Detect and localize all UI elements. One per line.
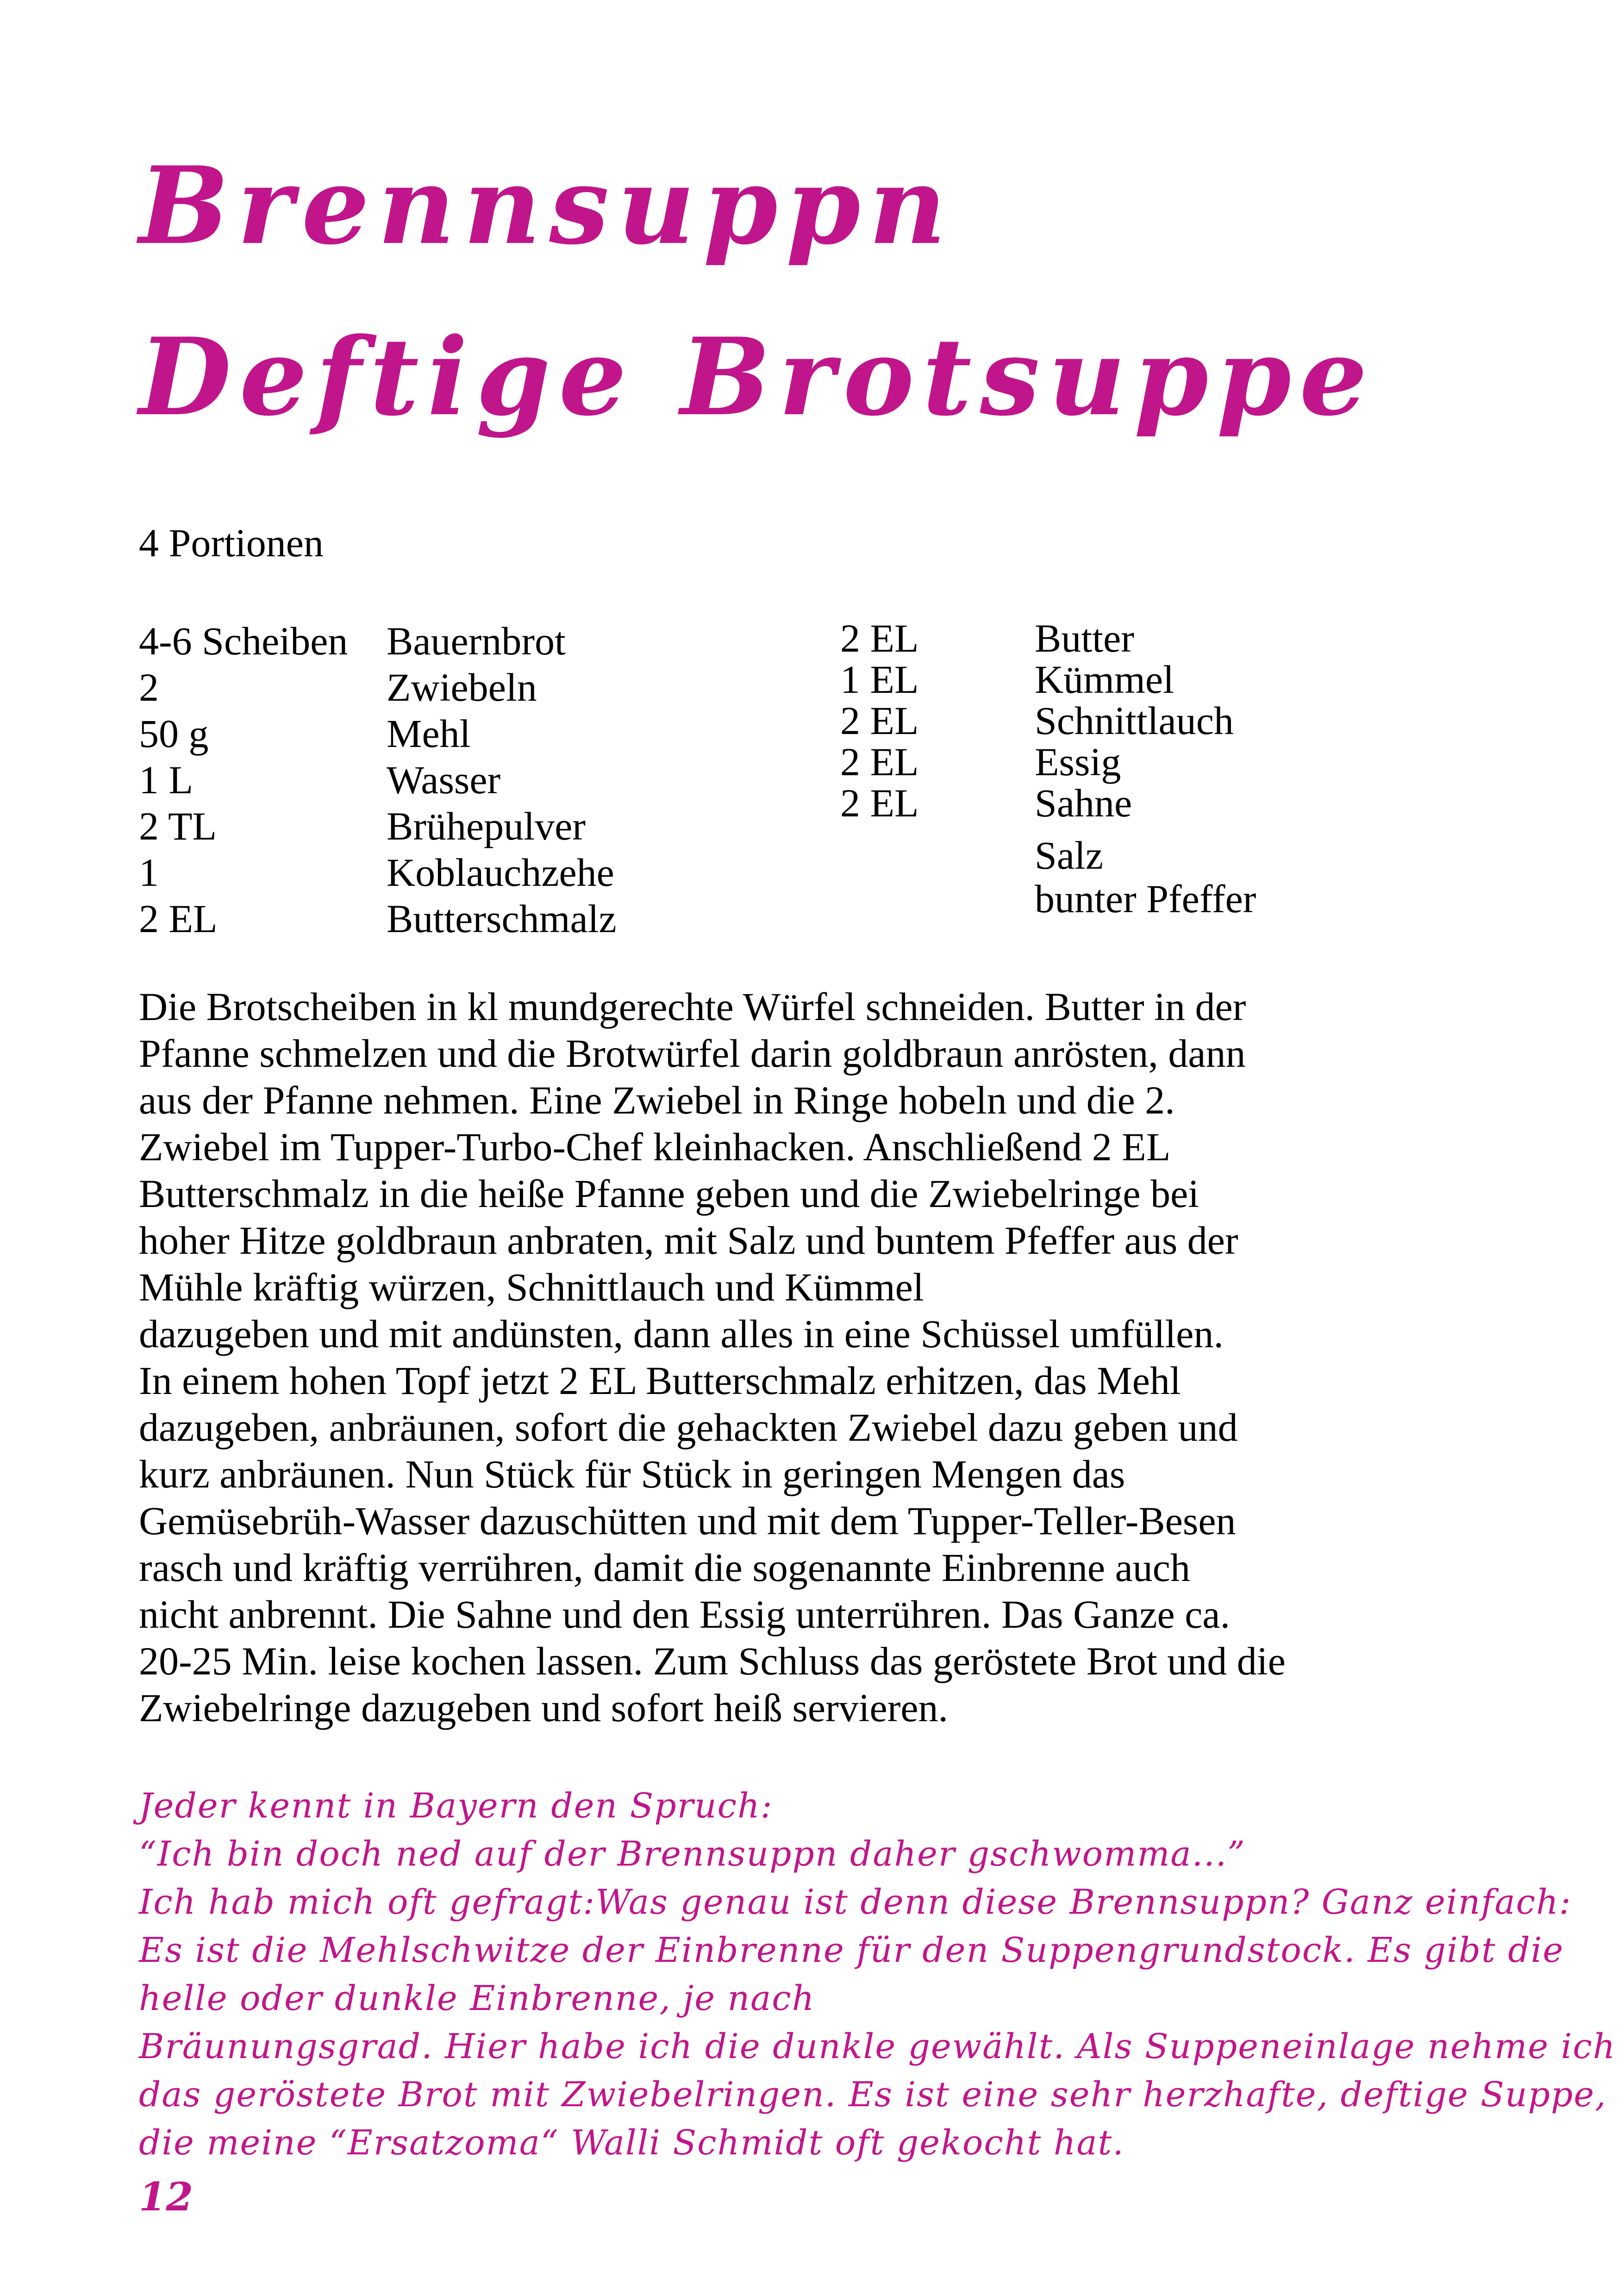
- ingredient-name: Zwiebeln: [387, 665, 537, 709]
- note-line: helle oder dunkle Einbrenne, je nach: [139, 1979, 815, 2018]
- text-line: dazugeben, anbräunen, sofort die gehackten Zwiebel dazu geben und: [139, 1405, 1238, 1450]
- text-line: Die Brotscheiben in kl mundgerechte Würfel schneiden. Butter in der: [139, 984, 1246, 1029]
- text-line: Mühle kräftig würzen, Schnittlauch und Kümmel: [139, 1265, 924, 1309]
- ingredient-name: Essig: [1035, 740, 1121, 784]
- ingredient-name: Koblauchzehe: [387, 850, 614, 895]
- servings: 4 Portionen: [139, 521, 324, 565]
- note-line: die meine “Ersatzoma“ Walli Schmidt oft gekocht hat.: [139, 2123, 1124, 2163]
- page-number: 12: [139, 2174, 193, 2220]
- text-line: hoher Hitze goldbraun anbraten, mit Salz und buntem Pfeffer aus der: [139, 1218, 1238, 1263]
- ingredient-quantity: 2 EL: [840, 781, 919, 825]
- text-line: In einem hohen Topf jetzt 2 EL Butterschmalz erhitzen, das Mehl: [139, 1358, 1181, 1403]
- text-line: Zwiebel im Tupper-Turbo-Chef kleinhacken. Anschließend 2 EL: [139, 1125, 1171, 1169]
- ingredient-quantity: 2: [139, 665, 159, 709]
- ingredient-name: Mehl: [387, 711, 471, 756]
- text-line: Pfanne schmelzen und die Brotwürfel darin goldbraun anrösten, dann: [139, 1031, 1246, 1076]
- note-line: Ich hab mich oft gefragt:Was genau ist denn diese Brennsuppn? Ganz einfach:: [139, 1882, 1572, 1922]
- text-line: Zwiebelringe dazugeben und sofort heiß servieren.: [139, 1686, 949, 1730]
- ingredient-quantity: 2 EL: [840, 698, 919, 743]
- note-line: Jeder kennt in Bayern den Spruch:: [139, 1786, 773, 1826]
- ingredient-quantity: 2 TL: [139, 804, 217, 848]
- note-line: Bräunungsgrad. Hier habe ich die dunkle gewählt. Als Suppeneinlage nehme ich: [139, 2027, 1616, 2066]
- ingredient-name: Sahne: [1035, 781, 1132, 825]
- text-line: Gemüsebrüh-Wasser dazuschütten und mit dem Tupper-Teller-Besen: [139, 1499, 1236, 1543]
- ingredient-quantity: 4-6 Scheiben: [139, 619, 348, 663]
- text-line: rasch und kräftig verrühren, damit die sogenannte Einbrenne auch: [139, 1545, 1190, 1590]
- ingredient-name: Wasser: [387, 758, 501, 802]
- ingredient-name: Kümmel: [1035, 657, 1174, 702]
- text-line: nicht anbrennt. Die Sahne und den Essig unterrühren. Das Ganze ca.: [139, 1592, 1230, 1636]
- text-line: kurz anbräunen. Nun Stück für Stück in geringen Mengen das: [139, 1452, 1125, 1496]
- ingredient-quantity: 1 EL: [840, 657, 919, 702]
- preparation-text: [139, 983, 1491, 1731]
- ingredient-quantity: 50 g: [139, 711, 209, 756]
- note-line: Es ist die Mehlschwitze der Einbrenne für den Suppengrundstock. Es gibt die: [139, 1930, 1564, 1970]
- ingredient-name: Bauernbrot: [387, 619, 566, 663]
- note-line: das geröstete Brot mit Zwiebelringen. Es ist eine sehr herzhafte, deftige Suppe,: [139, 2075, 1607, 2115]
- ingredient-quantity: 2 EL: [840, 740, 919, 784]
- ingredient-name: Brühepulver: [387, 804, 586, 848]
- ingredient-name: Schnittlauch: [1035, 698, 1234, 743]
- anecdote-note: [139, 1782, 1616, 2167]
- note-line: “Ich bin doch ned auf der Brennsuppn daher gschwomma...”: [139, 1834, 1246, 1874]
- ingredient-quantity: 1 L: [139, 758, 194, 802]
- text-line: aus der Pfanne nehmen. Eine Zwiebel in Ringe hobeln und die 2.: [139, 1078, 1175, 1122]
- ingredient-name: Butterschmalz: [387, 896, 617, 941]
- recipe-title-regional: Brennsuppn: [139, 143, 955, 268]
- ingredient-quantity: 1: [139, 850, 159, 895]
- text-line: dazugeben und mit andünsten, dann alles in eine Schüssel umfüllen.: [139, 1312, 1224, 1356]
- recipe-title: Deftige Brotsuppe: [139, 315, 1376, 440]
- text-line: 20-25 Min. leise kochen lassen. Zum Schluss das geröstete Brot und die: [139, 1639, 1286, 1683]
- text-line: Butterschmalz in die heiße Pfanne geben und die Zwiebelringe bei: [139, 1171, 1199, 1216]
- ingredient-name: bunter Pfeffer: [1035, 877, 1256, 921]
- ingredient-name: Salz: [1035, 833, 1104, 877]
- ingredient-quantity: 2 EL: [840, 616, 919, 660]
- ingredient-name: Butter: [1035, 616, 1134, 660]
- ingredient-quantity: 2 EL: [139, 896, 218, 941]
